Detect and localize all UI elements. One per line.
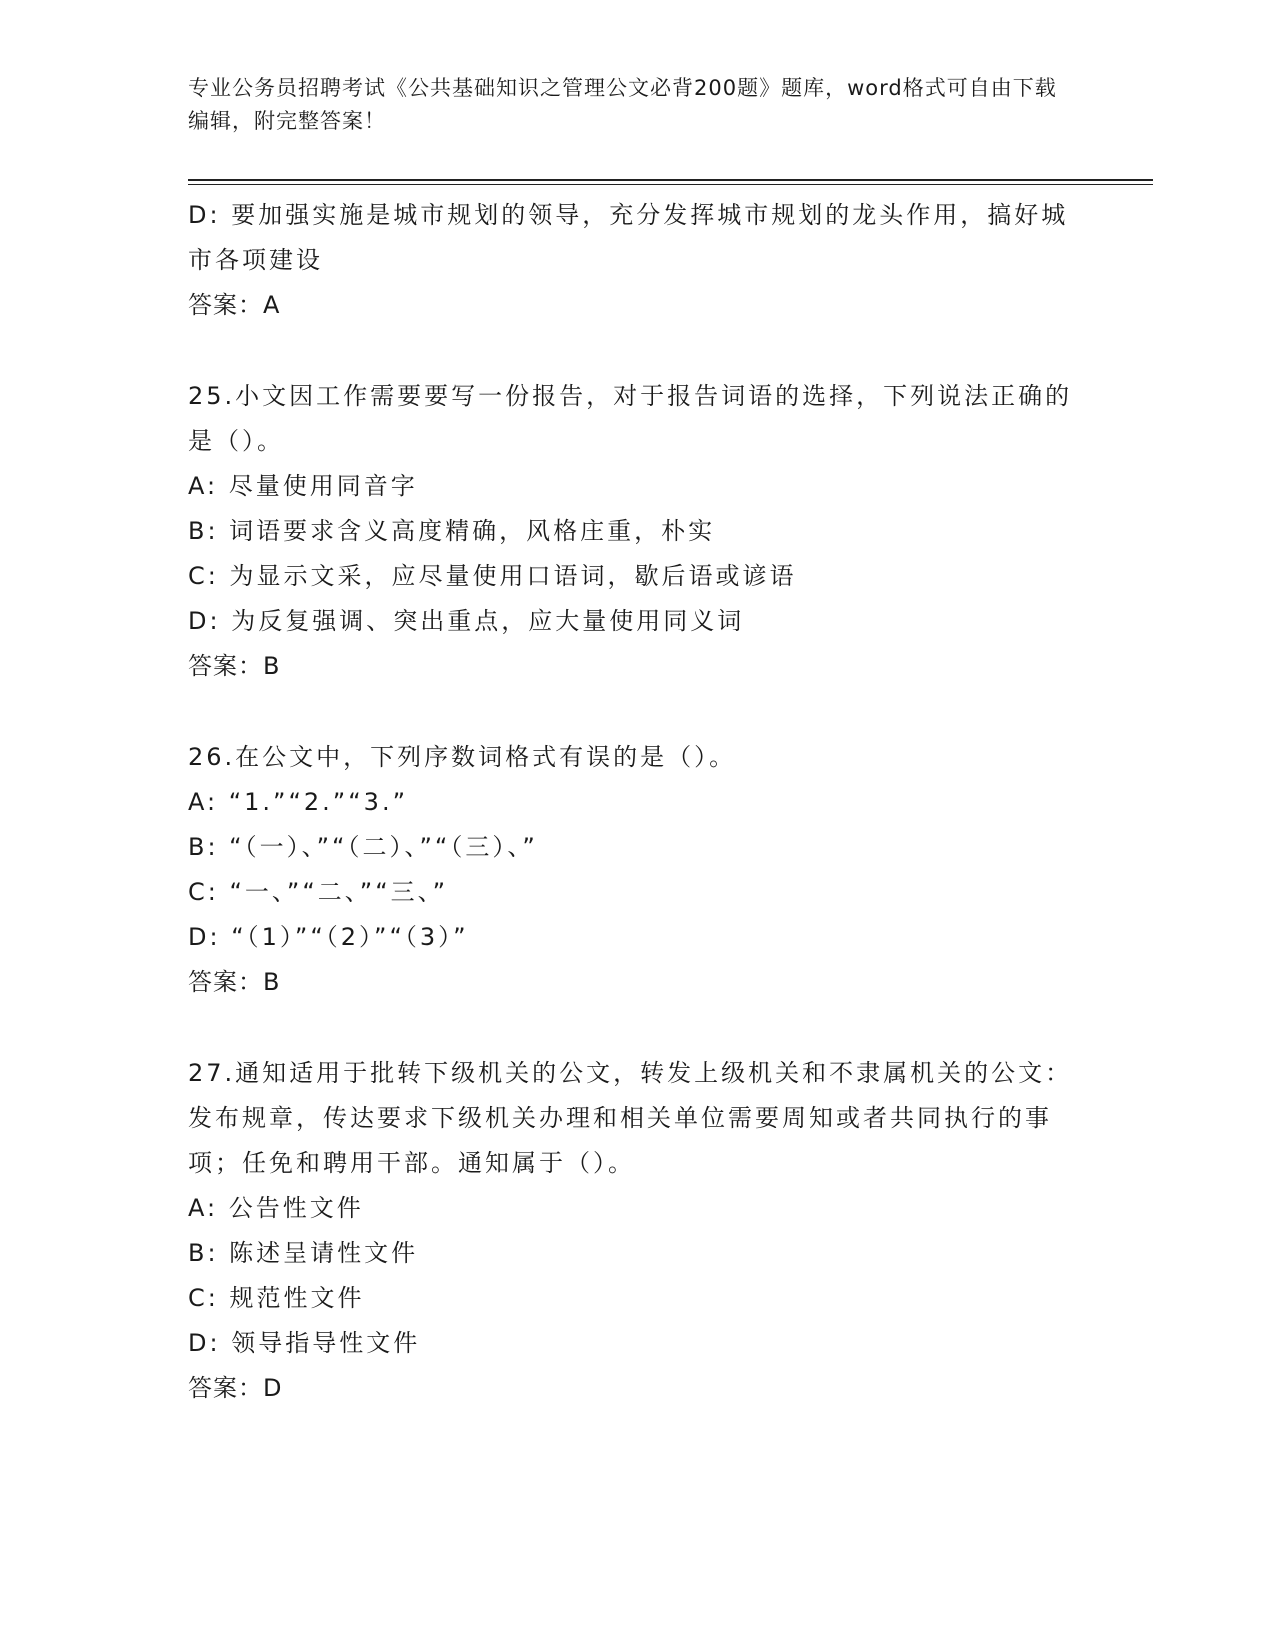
- question-stem: 27.通知适用于批转下级机关的公文，转发上级机关和不隶属机关的公文：发布规章，传达要求下级机关办理和相关单位需要周知或者共同执行的事项；任免和聘用干部。通知属于（）。: [188, 1059, 1073, 1177]
- question-27: [188, 1051, 1083, 1411]
- option-a: A: 尽量使用同音字: [188, 472, 418, 500]
- answer: 答案：B: [188, 652, 281, 680]
- answer: 答案：D: [188, 1374, 283, 1402]
- answer: 答案：B: [188, 968, 281, 996]
- option-c: C: 规范性文件: [188, 1284, 365, 1312]
- question-content: [188, 193, 1083, 1411]
- option-b: B: “（一）、”“（二）、”“（三）、”: [188, 833, 538, 861]
- spacer: [188, 1005, 1083, 1051]
- option-a: A: 公告性文件: [188, 1194, 364, 1222]
- option-a: A: “1.”“2.”“3.”: [188, 788, 409, 816]
- answer-fragment: 答案：A: [188, 291, 281, 319]
- option-c: C: “一、”“二、”“三、”: [188, 878, 449, 906]
- option-d: D: 为反复强调、突出重点，应大量使用同义词: [188, 607, 745, 635]
- option-c: C: 为显示文采，应尽量使用口语词，歇后语或谚语: [188, 562, 797, 590]
- question-26: [188, 735, 1083, 1005]
- spacer: [188, 689, 1083, 735]
- question-25: [188, 374, 1083, 689]
- header-divider-thick: [188, 179, 1153, 181]
- option-d: D: 领导指导性文件: [188, 1329, 421, 1357]
- question-stem: 25.小文因工作需要要写一份报告，对于报告词语的选择，下列说法正确的是（）。: [188, 382, 1073, 455]
- option-b: B: 陈述呈请性文件: [188, 1239, 419, 1267]
- option-d: D: “（1）”“（2）”“（3）”: [188, 923, 469, 951]
- option-d-fragment: D: 要加强实施是城市规划的领导，充分发挥城市规划的龙头作用，搞好城市各项建设: [188, 201, 1069, 274]
- spacer: [188, 328, 1083, 374]
- header-divider-thin: [188, 184, 1153, 185]
- option-b: B: 词语要求含义高度精确，风格庄重，朴实: [188, 517, 716, 545]
- page-header: 专业公务员招聘考试《公共基础知识之管理公文必背200题》题库，word格式可自由下载编辑，附完整答案！: [188, 76, 1057, 133]
- question-stem: 26.在公文中，下列序数词格式有误的是（）。: [188, 743, 737, 771]
